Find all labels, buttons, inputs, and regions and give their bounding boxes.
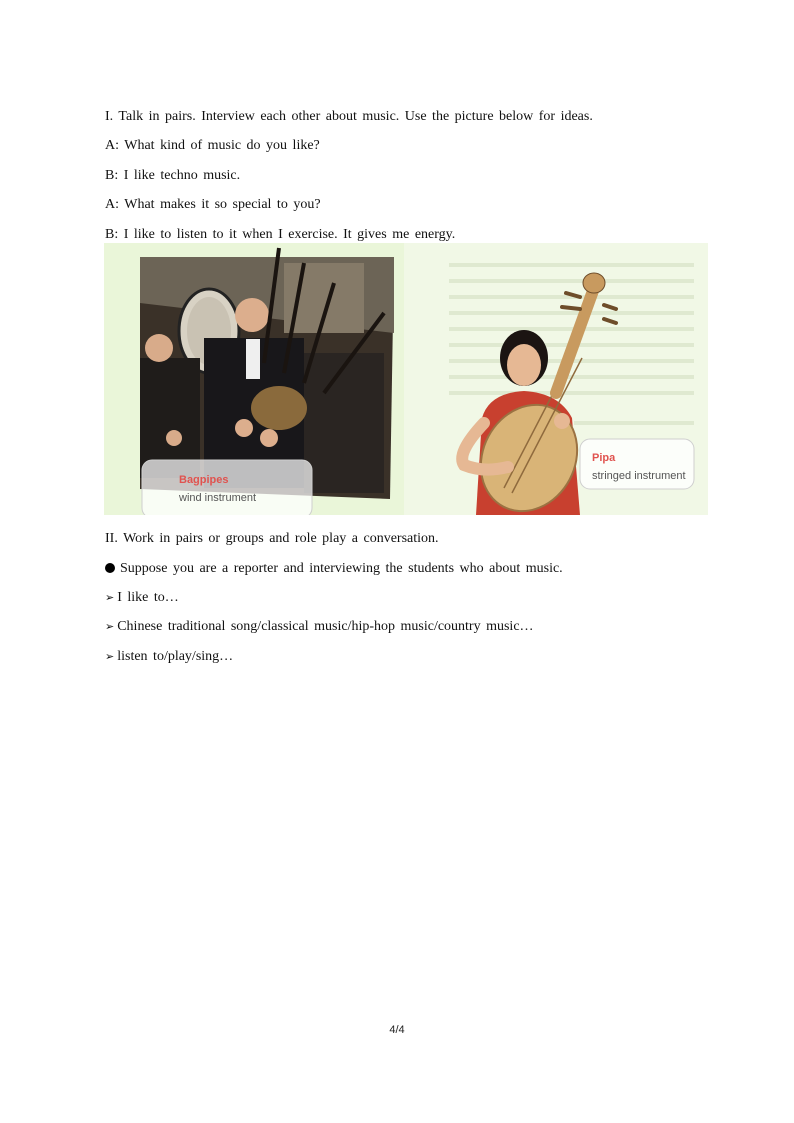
- page-number: 4/4: [389, 1024, 405, 1036]
- arrow-line-3: [105, 648, 233, 666]
- arrow-line-1: [105, 589, 179, 607]
- bullet-line: [105, 560, 563, 578]
- instruments-illustration: [104, 243, 708, 515]
- bullet-dot-icon: [105, 563, 115, 573]
- arrow-bullet-icon: ➢: [105, 650, 115, 663]
- arrow-text-1: I like to…: [117, 590, 179, 605]
- bullet-text: Suppose you are a reporter and interviewing the students who about music.: [120, 561, 563, 576]
- bagpipes-subtitle: wind instrument: [179, 492, 257, 504]
- pipa-subtitle: stringed instrument: [592, 470, 686, 482]
- arrow-line-2: [105, 618, 534, 636]
- dialogue-line-2: B: I like techno music.: [105, 168, 241, 183]
- arrow-text-2: Chinese traditional song/classical music/hip-hop music/country music…: [117, 619, 534, 634]
- arrow-bullet-icon: ➢: [105, 620, 115, 633]
- arrow-bullet-icon: ➢: [105, 591, 115, 604]
- dialogue-line-3: A: What makes it so special to you?: [105, 197, 321, 212]
- dialogue-line-4: B: I like to listen to it when I exercise. It gives me energy.: [105, 227, 456, 242]
- section2-heading: II. Work in pairs or groups and role play a conversation.: [105, 531, 439, 546]
- arrow-text-3: listen to/play/sing…: [117, 649, 234, 664]
- section1-heading: I. Talk in pairs. Interview each other about music. Use the picture below for ideas.: [105, 109, 593, 124]
- pipa-title: Pipa: [592, 452, 616, 464]
- bagpipes-title: Bagpipes: [179, 474, 229, 486]
- dialogue-line-1: A: What kind of music do you like?: [105, 138, 320, 153]
